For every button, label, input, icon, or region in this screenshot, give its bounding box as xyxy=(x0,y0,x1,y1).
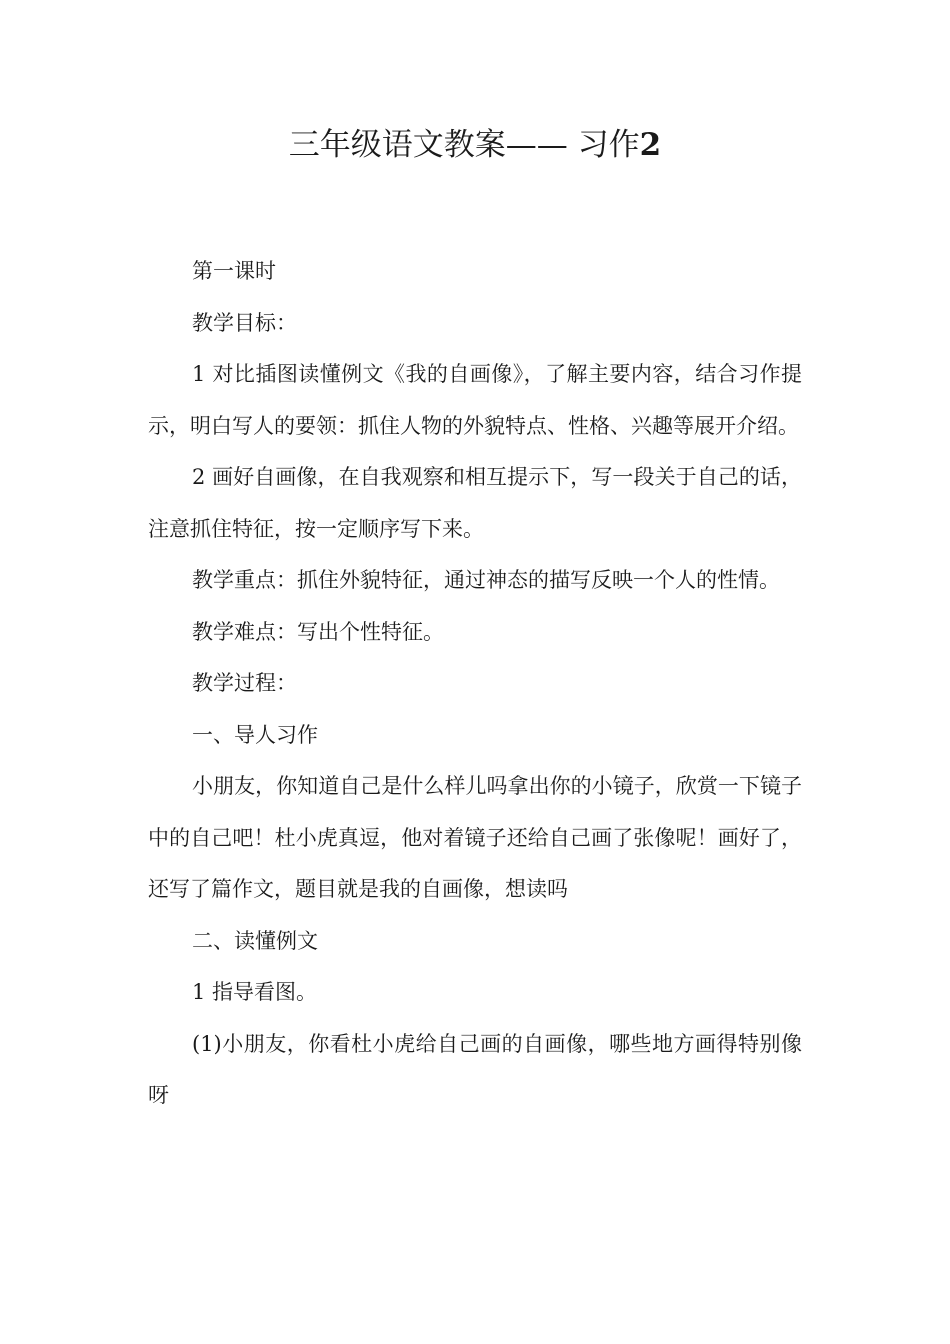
paragraph-goal-2: 2 画好自画像，在自我观察和相互提示下，写一段关于自己的话，注意抓住特征，按一定顺序写下来。 xyxy=(148,465,802,541)
title-number: 2 xyxy=(639,127,662,163)
paragraph-process-heading: 教学过程： xyxy=(192,671,297,695)
paragraph-intro: 小朋友，你知道自己是什么样儿吗拿出你的小镜子，欣赏一下镜子中的自己吧！杜小虎真逗，他对着镜子还给自己画了张像呢！画好了，还写了篇作文，题目就是我的自画像，想读吗 xyxy=(148,774,802,901)
document-title xyxy=(0,122,950,168)
paragraph-goal-1: 1 对比插图读懂例文《我的自画像》，了解主要内容，结合习作提示，明白写人的要领：抓住人物的外貌特点、性格、兴趣等展开介绍。 xyxy=(148,362,802,438)
paragraph-question-1: (1)小朋友，你看杜小虎给自己画的自画像，哪些地方画得特别像呀 xyxy=(148,1031,802,1107)
paragraph-lesson-period: 第一课时 xyxy=(192,259,276,283)
paragraph-key-points: 教学重点：抓住外貌特征，通过神态的描写反映一个人的性情。 xyxy=(192,568,780,592)
paragraph-difficulties: 教学难点：写出个性特征。 xyxy=(192,619,444,644)
title-text: 三年级语文教案—— 习作 xyxy=(288,127,640,163)
paragraph-teaching-goals-heading: 教学目标： xyxy=(192,310,297,335)
document-body xyxy=(148,246,802,1122)
paragraph-section-2-heading: 二、读懂例文 xyxy=(192,928,318,953)
paragraph-section-1-heading: 一、导人习作 xyxy=(192,722,318,747)
paragraph-step-1: 1 指导看图。 xyxy=(192,980,318,1004)
